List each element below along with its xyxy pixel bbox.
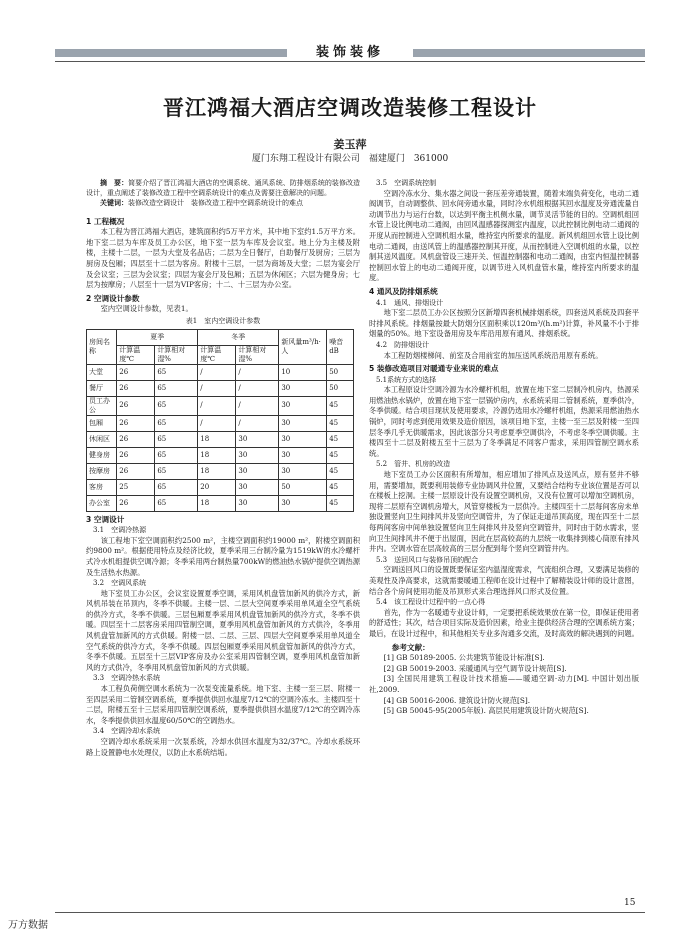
table-cell: 50 — [279, 479, 327, 495]
table-cell: 30 — [279, 415, 327, 431]
subsection-heading: 5.3 送回风口与装修吊顶的配合 — [376, 555, 479, 564]
table-cell: 18 — [198, 447, 236, 463]
th-winter-temp: 计算温度℃ — [198, 345, 236, 364]
th-fresh-air: 新风量m³/h·人 — [279, 329, 327, 364]
th-noise: 噪音dB — [327, 329, 354, 364]
table-cell: 45 — [327, 431, 354, 447]
table-cell: 健身房 — [87, 447, 117, 463]
section-heading: 3 空调设计 — [86, 514, 125, 524]
table-cell: 50 — [327, 380, 354, 396]
table-cell: 员工办公 — [87, 396, 117, 415]
table-cell: 45 — [327, 396, 354, 415]
table-cell: 大堂 — [87, 364, 117, 380]
table-cell: 30 — [236, 447, 279, 463]
keywords-label: 关键词： — [100, 198, 128, 208]
th-summer-temp: 计算温度℃ — [117, 345, 155, 364]
section-heading: 5 装修改造项目对暖通专业来说的难点 — [369, 364, 499, 374]
table-cell: 30 — [279, 495, 327, 511]
header-bar-left — [55, 49, 287, 57]
table-cell: 65 — [155, 431, 198, 447]
table-cell: / — [198, 396, 236, 415]
table-cell: 26 — [117, 380, 155, 396]
reference-item: [1] GB 50189-2005. 公共建筑节能设计标准[S]. — [383, 653, 545, 663]
section-heading: 2 空调设计参数 — [86, 293, 140, 303]
subsection-heading: 5.1系统方式的选择 — [376, 375, 437, 384]
header-bar-right — [413, 49, 645, 57]
table-cell: 65 — [155, 447, 198, 463]
table-row — [87, 396, 354, 415]
table-cell: 30 — [236, 479, 279, 495]
table-cell: 26 — [117, 447, 155, 463]
table-cell: 30 — [236, 431, 279, 447]
table-row — [87, 463, 354, 479]
subsection-heading: 5.2 管井、机房的改造 — [376, 460, 451, 469]
table-cell: 26 — [117, 364, 155, 380]
paragraph: 地下室员工办公区面积有所增加，相应增加了排风点及送风点，原有竖井不够用，需要增加，既要利用装修专业协调风井位置，又要结合结构专业该位置是否可以在楼板上挖洞。主楼一层原设计没有设置空调机房，又没有位置可以增加空调机房，现将二层原有空调机房增大，风管穿楼板为一层供冷。主楼四至十二层每间客房未单独设置竖向卫生间排风井及竖向空调管井，为了保证走道吊顶高度，现在四至十二层每两间客房中间单独设置竖向卫生间排风井及竖向空调管井，同时由于防水需求，竖向卫生间排风井不便于出屋面，因此在层高较高的九层统一收集排到楼心筒原有排风井内。空调水管在层高较高的三层分配到每个竖向空调管井内。 — [369, 470, 639, 554]
table-cell: 30 — [279, 380, 327, 396]
table-cell: 20 — [198, 479, 236, 495]
table-row — [87, 447, 354, 463]
reference-item: [4] GB 50016-2006. 建筑设计防火规范[S]. — [383, 695, 531, 705]
section-label: 装饰装修 — [315, 45, 384, 60]
table-cell: 30 — [279, 396, 327, 415]
table-cell: 客房 — [87, 479, 117, 495]
table-cell: 45 — [327, 495, 354, 511]
section-heading: 4 通风及防排烟系统 — [369, 286, 438, 296]
abstract-label: 摘 要： — [100, 178, 129, 187]
table-cell: 18 — [198, 431, 236, 447]
table-cell: 26 — [117, 463, 155, 479]
table-row — [87, 364, 354, 380]
table-row — [87, 415, 354, 431]
reference-item: [3] 全国民用建筑工程设计技术措施——暖通空调·动力[M]. 中国计划出版社,2009. — [369, 674, 639, 694]
table-cell: 65 — [155, 463, 198, 479]
table-row — [87, 380, 354, 396]
source-watermark: 万方数据 — [8, 920, 48, 931]
abstract — [86, 178, 360, 198]
subsection-heading: 3.3 空调冷热水系统 — [93, 674, 161, 683]
design-params-table — [86, 329, 354, 512]
paragraph: 空调冷冻水分、集水器之间设一套压差旁通装置，随着末端负荷变化，电动二通阀调节，自动调整供、回水间旁通水量，同时冷水机组根据其回水温度及旁通流量自动调节出力与运行台数，以达到平衡主机侧水量，调节灵活节能的目的。空调机组回水管上设比例电动二通阀，由回风温感器探测室内温度，以此控制比例电动二通阀的开度从而控制进入空调机组水量，维持室内所要求的温度。新风机组回水管上设比例电动二通阀，由送风管上的温感器控制其开度，从而控制进入空调机组的水量，以控制其送风温度。风机盘管设三速开关、恒温控制器和电动二通阀，由室内恒温控制器控制回水管上的电动二通阀开度，以调节进入风机盘管水量，维持室内所要求的温度。 — [369, 188, 639, 283]
author: 姜玉萍 — [333, 138, 367, 151]
table-cell: 办公室 — [87, 495, 117, 511]
th-winter: 冬季 — [198, 329, 279, 345]
table-cell: 45 — [327, 479, 354, 495]
table-cell: / — [236, 415, 279, 431]
th-room: 房间名称 — [87, 329, 117, 364]
table-cell: / — [198, 364, 236, 380]
table-cell: 25 — [117, 479, 155, 495]
subsection-heading: 5.4 该工程设计过程中的一点心得 — [376, 598, 486, 607]
section-heading: 1 工程概况 — [86, 216, 125, 226]
table-cell: / — [236, 364, 279, 380]
table-cell: 26 — [117, 396, 155, 415]
page-number: 15 — [624, 898, 636, 908]
table-cell: 30 — [236, 495, 279, 511]
table-cell: 30 — [279, 447, 327, 463]
table-cell: 45 — [327, 415, 354, 431]
subsection-heading: 3.5 空调系统控制 — [376, 179, 437, 187]
table-cell: 26 — [117, 431, 155, 447]
footer-rule — [55, 912, 645, 913]
table-cell: 45 — [327, 463, 354, 479]
paragraph: 该工程地下室空调面积约2500 m²，主楼空调面积约19000 m²，附楼空调面积约9800 m²。根据使用特点及经济比较，夏季采用三台制冷量为1519kW的水冷螺杆式冷水机组提供空调冷源；冬季采用两台制热量700kW的燃油热水锅炉提供空调热源及生活热水热源。 — [86, 535, 360, 577]
paragraph: 地下室员工办公区，会议室设置夏季空调，采用风机盘管加新风的供冷方式，新风机吊装在吊顶内，冬季不供暖。主楼一层、二层大空间夏季采用单风道全空气系统的供冷方式，冬季不供暖。三层包厢夏季采用风机盘管加新风的供冷方式，冬季不供暖。四层至十二层客房采用四管制空调，夏季用风机盘管加新风的方式供冷，冬季用风机盘管加新风的方式供暖。附楼一层、二层、三层、四层大空间夏季采用单风道全空气系统的供冷方式，冬季不供暖。四层包厢夏季采用风机盘管加新风的供冷方式，冬季不供暖。五层至十三层VIP客房及办公室采用四管制空调，夏季用风机盘管加新风的方式供冷，冬季用风机盘管加新风的方式供暖。 — [86, 588, 360, 672]
table-body — [87, 364, 354, 511]
right-column — [369, 178, 639, 717]
table-caption: 表1 室内空调设计参数 — [185, 316, 261, 325]
table-cell: 65 — [155, 415, 198, 431]
th-summer: 夏季 — [117, 329, 198, 345]
section-header — [55, 44, 645, 62]
affiliation: 厦门东翔工程设计有限公司 福建厦门 361000 — [251, 154, 449, 164]
table-cell: 30 — [236, 463, 279, 479]
subsection-heading: 3.1 空调冷热源 — [93, 526, 147, 535]
paragraph: 空调送回风口的设置既要保证室内温湿度需求，气流组织合理，又要满足装修的美观性及净高要求，这就需要暖通工程师在设计过程中了解精装设计师的设计意图，结合各个房间使用功能及吊顶形式来合理选择风口形式及位置。 — [369, 565, 639, 596]
paragraph: 本工程防烟楼梯间、前室及合用前室的加压送风系统沿用原有系统。 — [383, 350, 603, 360]
table-cell: 30 — [279, 463, 327, 479]
table-cell: 按摩房 — [87, 463, 117, 479]
table-cell: / — [198, 415, 236, 431]
table-cell: 65 — [155, 479, 198, 495]
subsection-heading: 4.2 防排烟设计 — [376, 340, 430, 349]
table-cell: / — [236, 380, 279, 396]
subsection-heading: 3.2 空调风系统 — [93, 579, 147, 588]
subsection-heading: 4.1 通风、排烟设计 — [376, 298, 444, 307]
table-cell: 65 — [155, 380, 198, 396]
table-cell: 包厢 — [87, 415, 117, 431]
table-cell: 18 — [198, 463, 236, 479]
paper-title: 晋江鸿福大酒店空调改造装修工程设计 — [163, 95, 537, 120]
table-cell: 餐厅 — [87, 380, 117, 396]
table-cell: 50 — [327, 364, 354, 380]
table-row — [87, 495, 354, 511]
references-heading: 参考文献： — [391, 642, 430, 652]
table-cell: 65 — [155, 396, 198, 415]
paragraph: 本工程原设计空调冷源为水冷螺杆机组，放置在地下室二层制冷机房内，热源采用燃油热水锅炉，放置在地下室一层锅炉房内，水系统采用二管制系统，夏季供冷，冬季供暖。结合项目现状及使用要求，冷源仍选用水冷螺杆机组，热源采用燃油热水锅炉，同时考虑到使用效果及造价原因，该项目地下室，主楼一至三层及附楼一至四层冬季几乎无供暖需求，因此该部分只考虑夏季空调供冷，不考虑冬季空调供暖。主楼四至十二层及附楼五至十三层为了冬季满足不同客户需求，采用四管制空调水系统。 — [369, 385, 639, 458]
reference-item: [2] GB 50019-2003. 采暖通风与空气调节设计规范[S]. — [383, 663, 567, 673]
paragraph: 首先，作为一名暖通专业设计师，一定要把系统效果放在第一位，即保证使用者的舒适性；其次，结合项目实际及造价因素，给业主提供经济合理的空调系统方案；最后，在设计过程中，和其他相关专业多沟通多交流，及时高效的解决遇到的问题。 — [369, 607, 639, 638]
reference-item: [5] GB 50045-95(2005年版). 高层民用建筑设计防火规范[S]. — [383, 706, 589, 716]
references-list — [369, 653, 639, 717]
keywords-text: 装修改造空调设计 装修改造工程中空调系统设计的难点 — [128, 199, 303, 208]
abstract-text: 简要介绍了晋江鸿福大酒店的空调系统、通风系统、防排烟系统的装修改造设计，重点阐述了装修改造工程中空调系统设计的难点及需要注意解决的问题。 — [86, 179, 361, 198]
table-cell: / — [198, 380, 236, 396]
table-cell: 30 — [279, 431, 327, 447]
paragraph: 本工程负荷侧空调水系统为一次泵变流量系统。地下室、主楼一至三层、附楼一至四层采用二管制空调系统，夏季提供供回水温度7/12℃的空调冷冻水。主楼四至十二层，附楼五至十三层采用四管制空调系统，夏季提供供回水温度7/12℃的空调冷冻水，冬季提供供回水温度60/50℃的空调热水。 — [86, 684, 360, 725]
subsection-heading: 3.4 空调冷却水系统 — [93, 727, 161, 736]
table-cell: / — [236, 396, 279, 415]
table-cell: 65 — [155, 495, 198, 511]
th-winter-rh: 计算相对湿% — [236, 345, 279, 364]
keywords — [86, 198, 360, 208]
table-cell: 45 — [327, 447, 354, 463]
th-summer-rh: 计算相对湿% — [155, 345, 198, 364]
header-rule — [55, 61, 645, 62]
table-row — [87, 479, 354, 495]
table-cell: 10 — [279, 364, 327, 380]
paragraph: 本工程为晋江鸿福大酒店，建筑面积约5万平方米，其中地下室约1.5万平方米。地下室二层为车库及员工办公区，地下室一层为车库及会议室。地上分为主楼及附楼，主楼十二层，一层为大堂及名品店；二层为全日餐厅，自助餐厅及厨房；三层为厨房及包厢；四层至十二层为客房。附楼十三层，一层为商场及大堂；二层为宴会厅及会议室；三层为会议室；四层为宴会厅及包厢；五层为休闲区；六层为健身房；七层为按摩房；八层至十一层为VIP客房；十二、十三层为办公室。 — [86, 227, 360, 290]
table-cell: 65 — [155, 364, 198, 380]
left-column — [86, 178, 360, 758]
table-row — [87, 431, 354, 447]
table-cell: 休闲区 — [87, 431, 117, 447]
table-cell: 26 — [117, 415, 155, 431]
table-cell: 26 — [117, 495, 155, 511]
paragraph: 空调冷却水系统采用一次泵系统，冷却水供回水温度为32/37℃。冷却水系统环路上设置静电水处理仪，以防止水系统结垢。 — [86, 737, 360, 757]
paragraph: 地下室二层员工办公区按照分区新增四套机械排烟系统，四套送风系统及四套平时排风系统。排烟量按最大防烟分区面积乘以120m³/(h.m²)计算，补风量不小于排烟量的50%。地下室设备用房及车库沿用原有通风、排烟系统。 — [369, 308, 639, 339]
table-cell: 18 — [198, 495, 236, 511]
paragraph: 室内空调设计参数，见表1。 — [100, 304, 193, 314]
